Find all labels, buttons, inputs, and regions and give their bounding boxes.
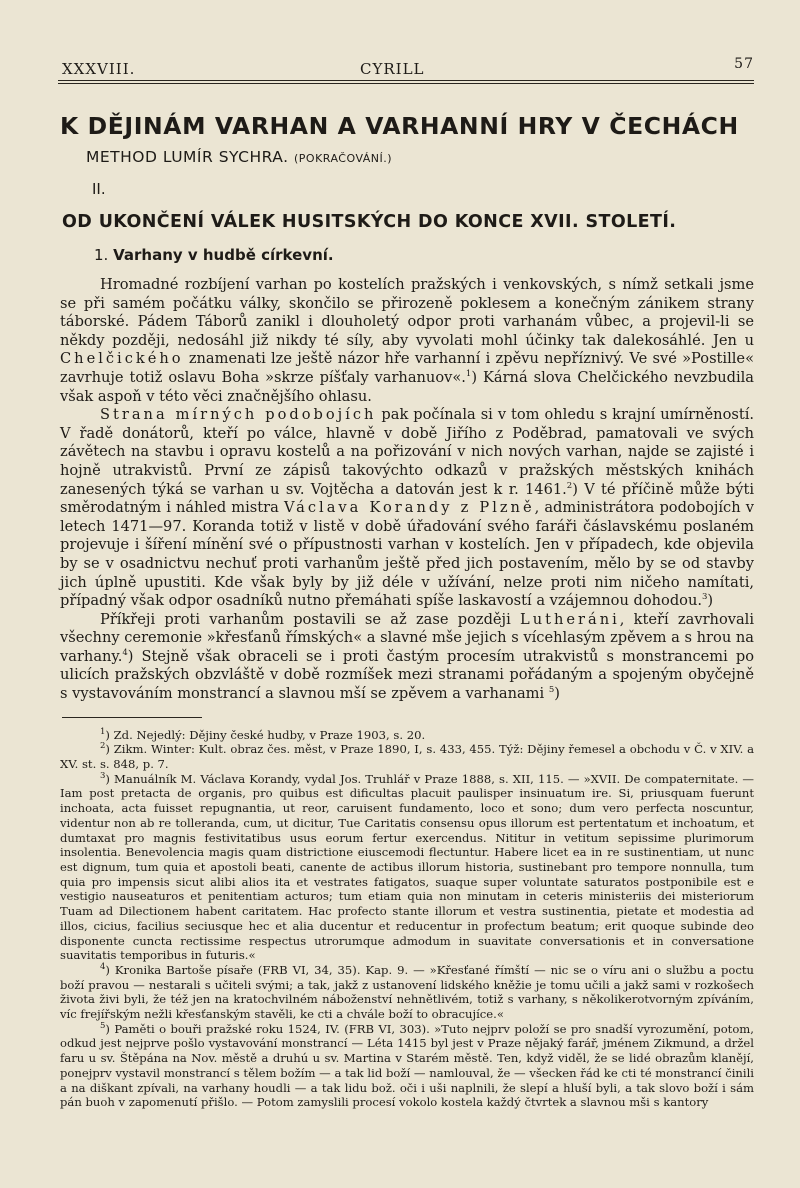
footnote-ref: 1 xyxy=(465,369,472,380)
header-rule xyxy=(58,80,754,81)
text-run: ) xyxy=(554,685,560,703)
continuation-note: (POKRAČOVÁNÍ.) xyxy=(293,152,393,165)
section-title: Varhany v hudbě církevní. xyxy=(113,246,334,264)
footnote xyxy=(60,728,754,743)
volume-number: XXXVIII. xyxy=(62,60,136,78)
paragraph xyxy=(60,276,754,406)
footnote xyxy=(60,742,754,771)
footnote-mark: 4 xyxy=(100,962,106,973)
footnote-ref: 5 xyxy=(548,685,555,696)
article-body xyxy=(60,276,754,704)
footnote-mark: 3 xyxy=(100,770,106,781)
footnotes xyxy=(60,728,754,1110)
text-run: ) xyxy=(707,592,714,610)
text-run: znamenati lze ještě názor hře varhanní i zpěvu nepříznivý. Ve své »Postille« zavrhuje totiž oslavu Boha »skrze píšťaly varhanuov«. xyxy=(60,350,754,386)
footnote-mark: 5 xyxy=(100,1020,106,1031)
page-number: 57 xyxy=(734,56,754,72)
text-run: Příkřeji proti varhanům postavili se až zase později xyxy=(100,610,511,628)
header-rule-thin xyxy=(58,83,754,84)
footnote-text: ) Zikm. Winter: Kult. obraz čes. měst, v Praze 1890, I, s. 433, 455. Týž: Dějiny řemesel a obchodu v Č. v XIV. a XV. st. s. 848, p. 7. xyxy=(60,742,754,772)
emphasized-phrase: Strana mírných podobojích xyxy=(100,406,377,424)
footnote xyxy=(60,772,754,963)
footnote-ref: 2 xyxy=(566,480,573,491)
byline xyxy=(86,148,754,166)
section-number: 1. xyxy=(94,246,109,264)
journal-name: CYRILL xyxy=(360,60,425,78)
emphasized-name: Lutheráni xyxy=(520,610,620,628)
text-run: , kteří zavrhovali všechny ceremonie »křesťanů římských« a slavné mše jejich s vícehlasým zpěvem a s hrou na varhany. xyxy=(60,610,755,665)
footnote-rule xyxy=(62,717,202,718)
text-run: , administrátora podobojích v letech 1471—97. Koranda totiž v listě v době úřadování svého faráři čáslavskému poslaném projevuje i šíření mínění své o přípustnosti varhan v kostelích. Jen v případech, kde objevila by se v osadnictvu nechuť proti varhanům ještě před jich postavením, mělo by se od stavby jich úplně upustiti. Kde však byly by již déle v užívání, nelze proti nim ničeho namítati, případný však odpor osadníků nutno přemáhati spíše laskavostí a vzájemnou dohodou. xyxy=(60,499,754,610)
text-run: ) Kárná slova Chelčického nevzbudila však aspoň v této věci značnějšího ohlasu. xyxy=(60,368,754,405)
text-run: Hromadné rozbíjení varhan po kostelích pražských i venkovských, s nímž setkali jsme se při samém počátku války, skončilo se přirozeně poklesem a konečným zánikem strany táborské. Pádem Táborů zanikl i dlouholetý odpor proti varhanám vůbec, a projevil-li se někdy později, nedosáhl již nikdy té síly, aby vyvolati mohl účinky tak dalekosáhlé. Jen u xyxy=(60,276,754,349)
running-head xyxy=(58,52,754,78)
footnote xyxy=(60,1022,754,1110)
text-run: ) Stejně však obraceli se i proti častým procesím utrakvistů s monstrancemi po ulicích pražských obzvláště v době rozmíšek mezi stranami pořádaným a spojeným obyčejně s vystavováním monstrancí a slavnou mší se zpěvem a varhanami xyxy=(60,647,754,703)
emphasized-name: Václava Korandy z Plzně xyxy=(283,499,535,517)
footnote-text: ) Manuálník M. Václava Korandy, vydal Jos. Truhlář v Praze 1888, s. XII, 115. — »XVII. De compaternitate. — Iam post pretacta de organis, pro quibus est dificultas placuit paulisper insinuatum ire. Si, priusquam fuerunt inchoata, acta fuisset repugnantia, ut reor, caruisent fundamento, loco et sono; dum vero perfecta noscuntur, videntur non ab re tolleranda, cum, ut dicitur, Tue Caritatis consensu opus illorum est pertentatum et inchoatum, et dumtaxat pro magnis festivitatibus usus eorum fertur exercendus. Nititur in vetitum sepissime plurimorum insolentia. Benevolencia magis quam districtione eiuscemodi flectuntur. Habere licet ea in re sustinentiam, ut nunc est dignum, tum quia et apostoli beati, canente de actibus illorum historia, sustinebant pro tempore nonnulla, tum quia pro impensis sicut alibi alios ita et vestrates fatigatos, suaque super voluntate saturatos postponibile est e vestigio nauseaturos et penitentiam acturos; tum etiam quia non minutam in ceteris ministeriis dei misteriorum Tuam ad Dilectionem habent caritatem. Hac profecto stante illorum et vestra sustinentia, pietate et modestia ad illos, cicius, facilius seciusque hec et alia ducentur et reducentur in profectum beatum; erit quoque subinde deo disponente cuncta rectissime respectus utrorumque admodum in suavitate conversationis et in conversatione suavitatis temporibus in futuris.« xyxy=(60,771,754,963)
footnote-text: ) Paměti o bouři pražské roku 1524, IV. (FRB VI, 303). »Tuto nejprv položí se pro snadší vyrozumění, potom, odkud jest nejprve pošlo vystavování monstrancí — Léta 1415 byl jest v Praze nějaký farář, jménem Zikmund, a držel faru u sv. Štěpána na Nov. městě a druhú u sv. Martina v Starém městě. Ten, když viděl, že se lidé obrazům klanějí, ponejprv vystavil monstrancí s tělem božím — a tak lid boží — namlouval, že — všecken řád ke cti té monstrancí činili a na diškant zpívali, na varhany houdli — a tak lidu bož. oči i uši naplnili, že slepí a hluší byli, a tak slovo boží i sám pán buoh v zapomenutí přišlo. — Potom zamyslili procesí vokolo kostela každý čtvrtek a slavnou mši s kantory xyxy=(60,1021,754,1110)
section-heading xyxy=(94,246,754,264)
text-run: ) V té příčině může býti směrodatným i náhled mistra xyxy=(60,480,754,517)
footnote-ref: 4 xyxy=(122,648,128,659)
paragraph xyxy=(60,611,754,704)
emphasized-name: Chelčického xyxy=(60,350,184,368)
footnote xyxy=(60,963,754,1022)
paragraph xyxy=(60,406,754,611)
footnote-ref: 3 xyxy=(702,592,708,603)
footnote-mark: 1 xyxy=(100,726,106,737)
author-name: METHOD LUMÍR SYCHRA. xyxy=(86,148,289,166)
footnote-text: ) Kronika Bartoše písaře (FRB VI, 34, 35). Kap. 9. — »Křesťané římští — nic se o víru ani o službu a poctu boží pravou — nestarali s učiteli svými; a tak, jakž z ustanovení lidského kněžie je tomu učili a jakž sami v rozkošech života živi byli, že též jen na kratochvilném náboženství nehnětlivém, totiž s varhany, s několikerotvorným zpíváním, víc frejířským nežli křesťanským stavěli, ke cti a chvále boží to obracujíce.« xyxy=(60,962,754,1022)
article-title: K DĚJINÁM VARHAN A VARHANNÍ HRY V ČECHÁCH xyxy=(60,112,739,140)
footnote-mark: 2 xyxy=(100,741,106,752)
part-title: OD UKONČENÍ VÁLEK HUSITSKÝCH DO KONCE XVII. STOLETÍ. xyxy=(62,212,677,232)
footnote-text: ) Zd. Nejedlý: Dějiny české hudby, v Praze 1903, s. 20. xyxy=(105,727,426,742)
text-run: pak počínala si v tom ohledu s krajní umírněností. V řadě donátorů, kteří po válce, hlavně v době Jiřího z Poděbrad, pamatovali ve svých závětech na stavbu i opravu kostelů a na pořizování v nich nových varhan, najde se zajisté i hojně utrakvistů. První ze zápisů takovýchto odkazů v pražských městských knihách zanesených týká se varhan u sv. Vojtěcha a datován jest k r. 1461. xyxy=(60,406,755,498)
part-number: II. xyxy=(92,180,106,198)
